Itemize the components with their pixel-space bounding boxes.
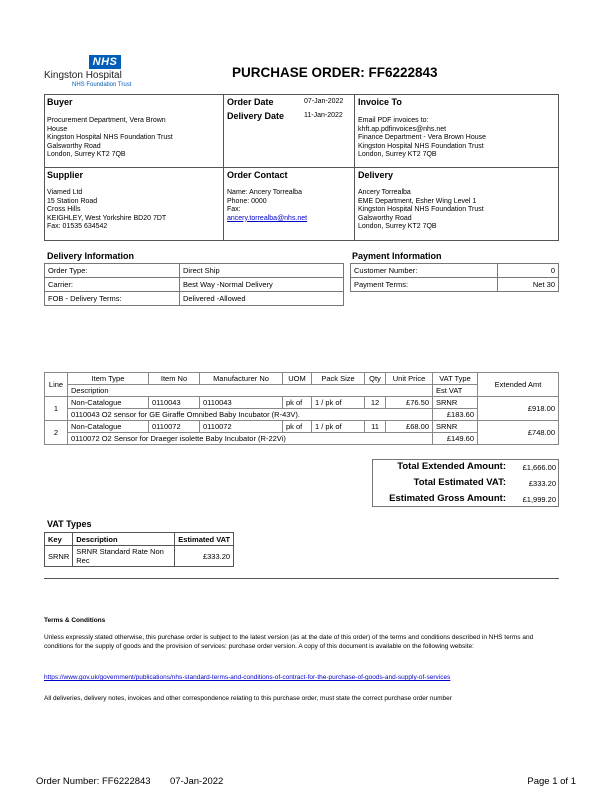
row-item-type: Non-Catalogue xyxy=(68,397,149,409)
payment-info-value: Net 30 xyxy=(498,278,559,292)
col-item-no: Item No xyxy=(149,373,200,385)
total-vat-value: £333.20 xyxy=(528,479,556,488)
buyer-line: House xyxy=(47,125,68,133)
row-line: 2 xyxy=(45,421,68,445)
buyer-line: Procurement Department, Vera Brown xyxy=(47,117,166,124)
terms-paragraph-1: Unless expressly stated otherwise, this purchase order is subject to the latest version (as at the date of this order) of the terms and conditions described in NHS terms and conditions for the supply of goods and the provision of services: purchase order version. A copy of this document is available on the following website: xyxy=(44,634,534,650)
col-extended-amt: Extended Amt xyxy=(478,373,559,397)
buyer-line: Galsworthy Road xyxy=(47,142,101,150)
terms-heading: Terms & Conditions xyxy=(44,617,106,624)
contact-email-link[interactable]: ancery.torrealba@nhs.net xyxy=(227,214,308,222)
delivery-info-label: FOB - Delivery Terms: xyxy=(45,292,180,306)
invoice-line: Email PDF invoices to: xyxy=(358,117,429,124)
buyer-line: Kingston Hospital NHS Foundation Trust xyxy=(47,134,173,141)
row-vat-type: SRNR xyxy=(433,421,478,433)
table-row xyxy=(45,397,559,409)
buyer-heading: Buyer xyxy=(47,97,73,107)
footer-page: Page 1 of 1 xyxy=(527,776,576,787)
payment-info-table xyxy=(350,263,559,292)
delivery-date-value: 11-Jan-2022 xyxy=(304,112,343,119)
row-est-vat: £149.60 xyxy=(433,433,478,445)
row-item-type: Non-Catalogue xyxy=(68,421,149,433)
contact-fax: Fax: xyxy=(227,206,241,213)
row-uom: pk of xyxy=(283,421,312,433)
buyer-address xyxy=(47,117,221,160)
invoice-to-address xyxy=(358,117,556,160)
col-qty: Qty xyxy=(365,373,386,385)
page-title: PURCHASE ORDER: FF6222843 xyxy=(232,65,438,80)
delivery-info-row xyxy=(45,264,344,278)
supplier-line: Cross Hills xyxy=(47,206,81,213)
order-contact-heading: Order Contact xyxy=(227,170,288,180)
line-items-table xyxy=(44,372,559,445)
invoice-to-heading: Invoice To xyxy=(358,97,402,107)
delivery-address xyxy=(358,189,556,232)
delivery-line: Ancery Torrealba xyxy=(358,189,411,196)
row-extended-amt: £918.00 xyxy=(478,397,559,421)
section-divider xyxy=(44,578,559,579)
payment-info-row xyxy=(351,264,559,278)
order-date-label: Order Date xyxy=(227,97,274,107)
row-pack-size: 1 / pk of xyxy=(312,397,365,409)
delivery-heading: Delivery xyxy=(358,170,394,180)
col-pack-size: Pack Size xyxy=(312,373,365,385)
payment-info-label: Customer Number: xyxy=(351,264,498,278)
vat-types-heading: VAT Types xyxy=(47,519,92,529)
supplier-line: KEIGHLEY, West Yorkshire BD20 7DT xyxy=(47,214,167,222)
col-unit-price: Unit Price xyxy=(386,373,433,385)
invoice-line: Kingston Hospital NHS Foundation Trust xyxy=(358,142,484,150)
invoice-line: khft.ap.pdfinvoices@nhs.net xyxy=(358,125,447,133)
vat-row-key: SRNR xyxy=(45,546,73,567)
vat-col-key: Key xyxy=(45,533,73,546)
supplier-line: Viamed Ltd xyxy=(47,189,83,196)
vat-col-description: Description xyxy=(73,533,175,546)
delivery-info-heading: Delivery Information xyxy=(47,251,135,261)
row-vat-type: SRNR xyxy=(433,397,478,409)
terms-url-link[interactable]: https://www.gov.uk/government/publications/nhs-standard-terms-and-conditions-of-contract-for-the-purchase-of-goods-and-supply-of-services xyxy=(44,674,451,681)
delivery-info-row xyxy=(45,292,344,306)
supplier-heading: Supplier xyxy=(47,170,84,180)
row-description: 0110072 O2 Sensor for Draeger isolette Baby Incubator (R-22Vi) xyxy=(68,433,433,445)
delivery-line: EME Department, Esher Wing Level 1 xyxy=(358,197,477,205)
delivery-info-table xyxy=(44,263,344,306)
delivery-info-value: Best Way -Normal Delivery xyxy=(180,278,344,292)
gross-amount-value: £1,999.20 xyxy=(522,495,556,504)
row-extended-amt: £748.00 xyxy=(478,421,559,445)
total-extended-label: Total Extended Amount: xyxy=(397,461,506,472)
total-extended-value: £1,666.00 xyxy=(522,463,556,472)
row-est-vat: £183.60 xyxy=(433,409,478,421)
payment-info-label: Payment Terms: xyxy=(351,278,498,292)
delivery-info-label: Carrier: xyxy=(45,278,180,292)
items-header-row xyxy=(45,373,559,385)
logo-trust-name: NHS Foundation Trust xyxy=(72,82,132,88)
row-item-no: 0110072 xyxy=(149,421,200,433)
delivery-line: Kingston Hospital NHS Foundation Trust xyxy=(358,206,484,213)
delivery-line: Galsworthy Road xyxy=(358,214,412,222)
order-contact-details xyxy=(227,189,352,223)
delivery-info-value: Delivered -Allowed xyxy=(180,292,344,306)
order-date-value: 07-Jan-2022 xyxy=(304,98,344,105)
grid-divider-h xyxy=(44,167,559,168)
row-line: 1 xyxy=(45,397,68,421)
row-unit-price: £76.50 xyxy=(386,397,433,409)
payment-info-row xyxy=(351,278,559,292)
nhs-logo-badge: NHS xyxy=(89,55,121,69)
supplier-line: Fax: 01535 634542 xyxy=(47,223,108,230)
payment-info-heading: Payment Information xyxy=(352,251,442,261)
row-manufacturer-no: 0110043 xyxy=(200,397,283,409)
contact-phone: Phone: 0000 xyxy=(227,197,267,205)
vat-row-description: SRNR Standard Rate Non Rec xyxy=(73,546,175,567)
payment-info-value: 0 xyxy=(498,264,559,278)
row-manufacturer-no: 0110072 xyxy=(200,421,283,433)
row-description: 0110043 O2 sensor for GE Giraffe Omnibed Baby Incubator (R-43V). xyxy=(68,409,433,421)
supplier-address xyxy=(47,189,221,232)
table-row xyxy=(45,421,559,433)
col-est-vat: Est VAT xyxy=(433,385,478,397)
col-description: Description xyxy=(68,385,433,397)
col-item-type: Item Type xyxy=(68,373,149,385)
invoice-line: Finance Department - Vera Brown House xyxy=(358,134,487,141)
row-uom: pk of xyxy=(283,397,312,409)
col-manufacturer-no: Manufacturer No xyxy=(200,373,283,385)
col-uom: UOM xyxy=(283,373,312,385)
row-qty: 11 xyxy=(365,421,386,433)
delivery-info-label: Order Type: xyxy=(45,264,180,278)
row-unit-price: £68.00 xyxy=(386,421,433,433)
terms-paragraph-2: All deliveries, delivery notes, invoices and other correspondence relating to this purchase order, must state the correct purchase order number xyxy=(44,695,452,702)
col-vat-type: VAT Type xyxy=(433,373,478,385)
contact-name: Name: Ancery Torrealba xyxy=(227,189,302,196)
vat-col-estimated: Estimated VAT xyxy=(175,533,234,546)
vat-row xyxy=(45,546,234,567)
footer-date: 07-Jan-2022 xyxy=(170,776,224,787)
delivery-info-value: Direct Ship xyxy=(180,264,344,278)
buyer-line: London, Surrey KT2 7QB xyxy=(47,151,126,158)
row-pack-size: 1 / pk of xyxy=(312,421,365,433)
row-qty: 12 xyxy=(365,397,386,409)
footer-order-number: Order Number: FF6222843 xyxy=(36,776,151,787)
delivery-date-label: Delivery Date xyxy=(227,111,285,121)
gross-amount-label: Estimated Gross Amount: xyxy=(389,493,506,504)
supplier-line: 15 Station Road xyxy=(47,197,98,205)
vat-types-table xyxy=(44,532,234,567)
invoice-line: London, Surrey KT2 7QB xyxy=(358,151,437,158)
row-item-no: 0110043 xyxy=(149,397,200,409)
delivery-line: London, Surrey KT2 7QB xyxy=(358,223,437,230)
vat-header-row xyxy=(45,533,234,546)
total-vat-label: Total Estimated VAT: xyxy=(413,477,506,488)
vat-row-estimated: £333.20 xyxy=(175,546,234,567)
col-line: Line xyxy=(45,373,68,397)
delivery-info-row xyxy=(45,278,344,292)
logo-org-name: Kingston Hospital xyxy=(44,70,122,81)
